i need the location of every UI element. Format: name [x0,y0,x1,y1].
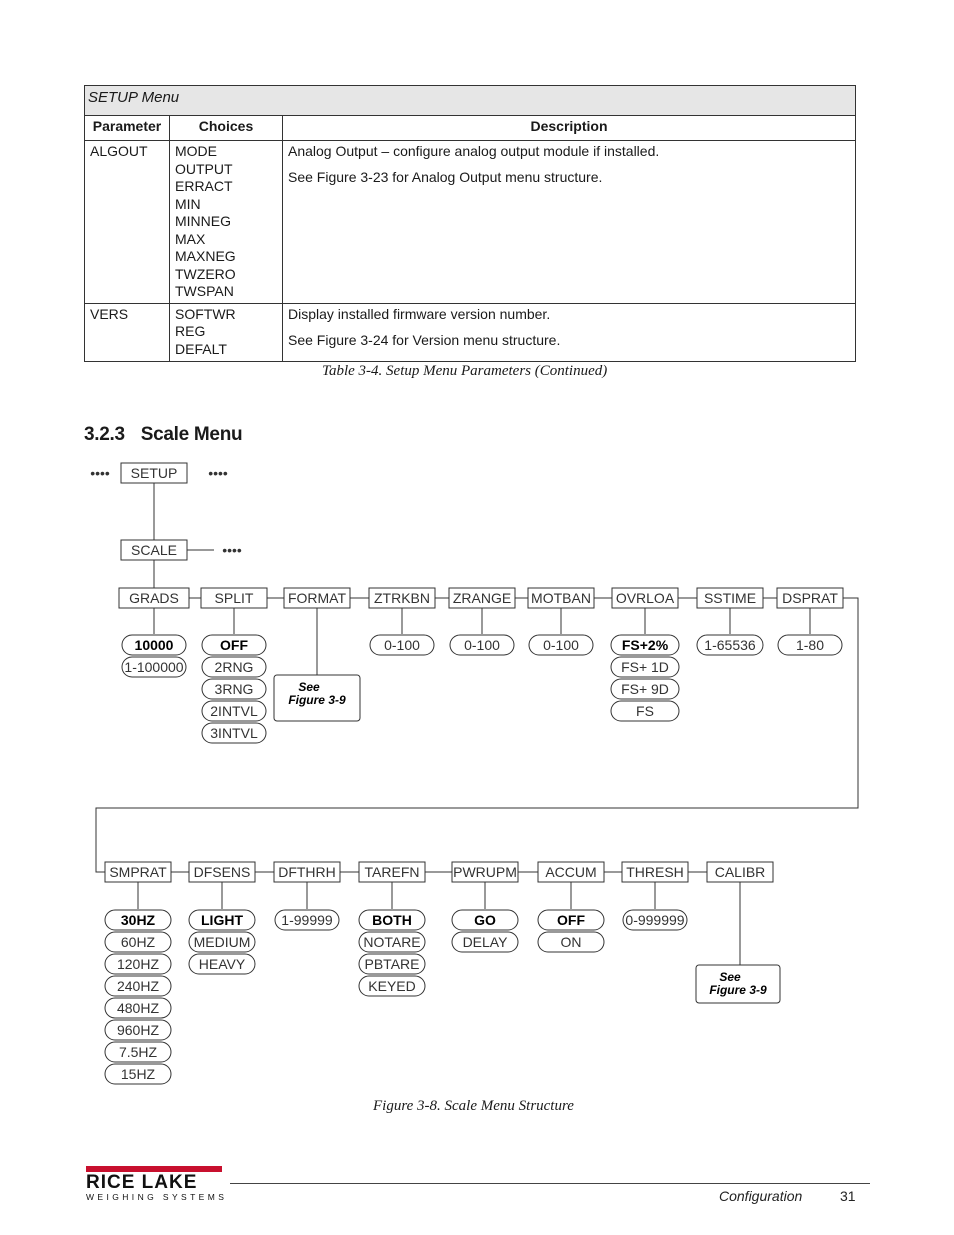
choice-item: TWSPAN [175,283,234,299]
option-label: FS+ 1D [621,659,669,675]
menu-dfsens-label: DFSENS [193,864,251,880]
menu-split-label: SPLIT [214,590,254,606]
logo: RICE LAKE [86,1172,198,1193]
option-label: 480HZ [116,1000,160,1016]
menu-pwrupm-label: PWRUPM [453,864,517,880]
choice-item: MIN [175,195,201,212]
option-label: HEAVY [198,956,246,972]
table-title: SETUP Menu [85,86,856,116]
option-label: 15HZ [120,1066,156,1082]
option-label: GO [474,912,496,928]
choice-item: DEFALT [175,340,227,357]
choice-item: ERRACT [175,178,233,194]
menu-motban-label: MOTBAN [531,590,591,606]
see-figure-ref: Figure 3-9 [709,983,767,997]
description-text: Display installed firmware version number. [288,305,551,322]
option-label: 0-999999 [625,912,685,928]
menu-ovrloa-label: OVRLOA [615,590,675,606]
option-label: 240HZ [116,978,160,994]
scale-label: SCALE [131,542,177,558]
description-text: See Figure 3-23 for Analog Output menu structure. [288,168,603,185]
option-label: 2RNG [214,659,254,675]
option-label: BOTH [372,912,412,928]
choice-item: MAXNEG [175,248,236,264]
choice-item: OUTPUT [175,160,233,177]
page-number: 31 [840,1188,856,1204]
setup-label: SETUP [130,465,178,481]
option-label: 1-99999 [281,912,333,928]
logo-tagline: WEIGHING SYSTEMS [86,1192,228,1202]
option-label: FS+ 9D [621,681,669,697]
param-cell: VERS [85,303,170,361]
choice-item: TWZERO [175,265,236,282]
menu-zrange-label: ZRANGE [452,590,512,606]
see-label: See [298,680,320,694]
option-label: 0-100 [543,637,579,653]
see-label: See [719,970,741,984]
option-label: LIGHT [201,912,243,928]
option-label: MEDIUM [193,934,251,950]
footer-rule [230,1183,870,1184]
menu-calibr-label: CALIBR [714,864,766,880]
description-text: See Figure 3-24 for Version menu structure. [288,332,561,348]
section-number: 3.2.3 [84,424,125,445]
choice-item: MINNEG [175,213,231,229]
menu-dsprat-label: DSPRAT [782,590,838,606]
option-label: 60HZ [120,934,156,950]
ellipsis-more: •••• [90,465,110,481]
option-label: 3INTVL [210,725,258,741]
choice-item: MODE [175,143,217,159]
option-label: 3RNG [214,681,254,697]
option-label: 7.5HZ [118,1044,158,1060]
ellipsis-more: •••• [208,465,228,481]
header-choices: Choices [170,116,283,141]
option-label: ON [560,934,582,950]
option-label: OFF [220,637,248,653]
menu-ztrkbn-label: ZTRKBN [374,590,430,606]
menu-sstime-label: SSTIME [703,590,757,606]
option-label: 960HZ [116,1022,160,1038]
table-caption: Table 3-4. Setup Menu Parameters (Continued) [322,363,608,379]
choice-item: SOFTWR [175,305,236,322]
ellipsis-more: •••• [222,542,242,558]
choice-item: MAX [175,230,206,247]
header-description: Description [283,116,856,141]
choice-item: REG [175,323,206,339]
option-label: 0-100 [384,637,420,653]
footer-section: Configuration [719,1188,803,1204]
option-label: 1-65536 [704,637,756,653]
option-label: 30HZ [120,912,156,928]
option-label: 2INTVL [210,703,258,719]
option-label: FS [636,703,654,719]
menu-grads-label: GRADS [129,590,179,606]
option-label: PBTARE [364,956,420,972]
param-cell: ALGOUT [85,141,170,304]
option-label: NOTARE [363,934,421,950]
option-label: DELAY [462,934,508,950]
section-title: Scale Menu [140,424,243,445]
menu-tarefn-label: TAREFN [364,864,420,880]
option-label: 1-80 [795,637,825,653]
menu-thresh-label: THRESH [626,864,684,880]
option-label: FS+2% [621,637,669,653]
option-label: 120HZ [116,956,160,972]
option-label: KEYED [368,978,416,994]
menu-dfthrh-label: DFTHRH [278,864,336,880]
description-text: Analog Output – configure analog output module if installed. [288,143,660,159]
option-label: 1-100000 [124,659,184,675]
option-label: 10000 [134,637,174,653]
see-figure-ref: Figure 3-9 [288,693,346,707]
menu-smprat-label: SMPRAT [109,864,167,880]
option-label: 0-100 [464,637,500,653]
figure-caption: Figure 3-8. Scale Menu Structure [373,1098,574,1114]
option-label: OFF [557,912,585,928]
header-parameter: Parameter [85,116,170,141]
menu-format-label: FORMAT [287,590,347,606]
menu-accum-label: ACCUM [545,864,597,880]
